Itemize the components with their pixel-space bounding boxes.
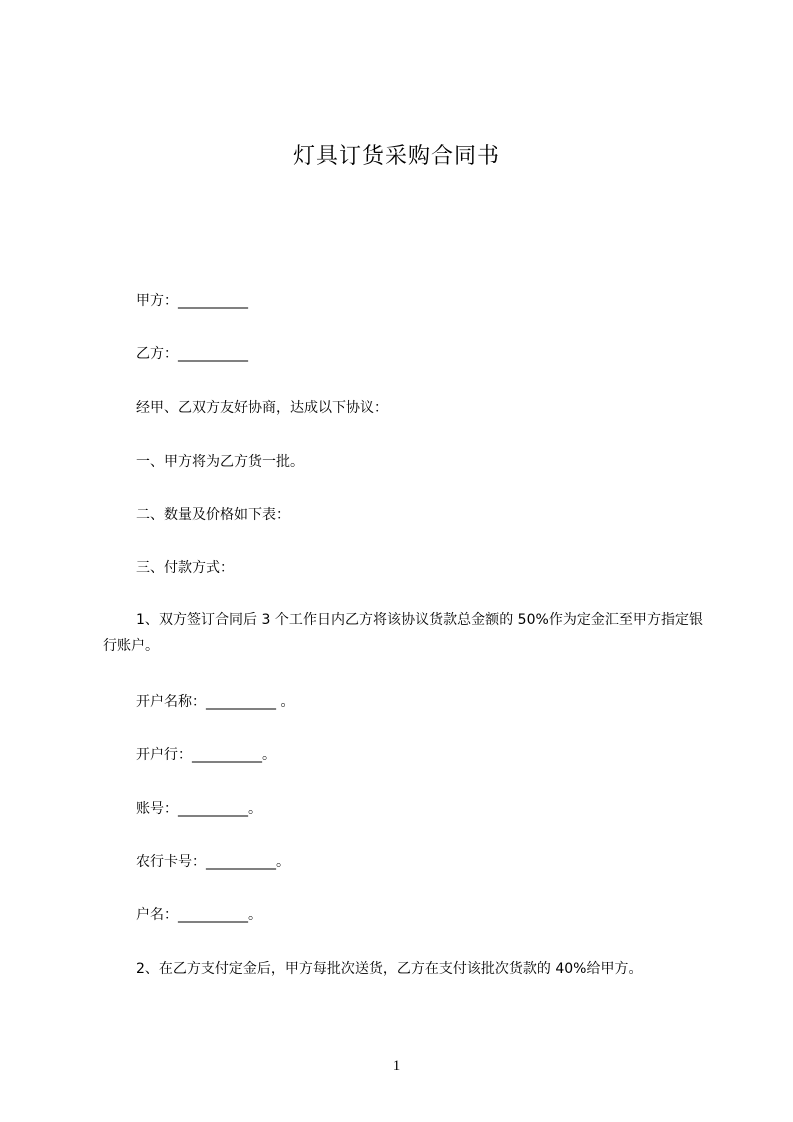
abc-card-line: 农行卡号：__________。 (136, 854, 290, 870)
holder-line: 户名：__________。 (136, 907, 262, 923)
page-number: 1 (392, 1058, 401, 1074)
payment-clause-2: 2、在乙方支付定金后，甲方每批次送货，乙方在支付该批次货款的 40%给甲方。 (136, 961, 643, 977)
clause-1: 一、甲方将为乙方货一批。 (136, 454, 304, 470)
clause-2: 二、数量及价格如下表： (136, 507, 290, 523)
payment-clause-1: 1、双方签订合同后 3 个工作日内乙方将该协议货款总金额的 50%作为定金汇至甲方指定银行账户。 (103, 612, 703, 654)
document-title: 灯具订货采购合同书 (292, 144, 500, 169)
account-number-line: 账号：__________。 (136, 801, 262, 817)
bank-line: 开户行：__________。 (136, 747, 276, 763)
account-name-line: 开户名称：__________ 。 (136, 694, 295, 710)
party-a-line: 甲方：__________ (136, 293, 248, 309)
clause-3: 三、付款方式： (136, 560, 234, 576)
intro-line: 经甲、乙双方友好协商，达成以下协议： (136, 400, 388, 416)
party-b-line: 乙方：__________ (136, 346, 248, 362)
